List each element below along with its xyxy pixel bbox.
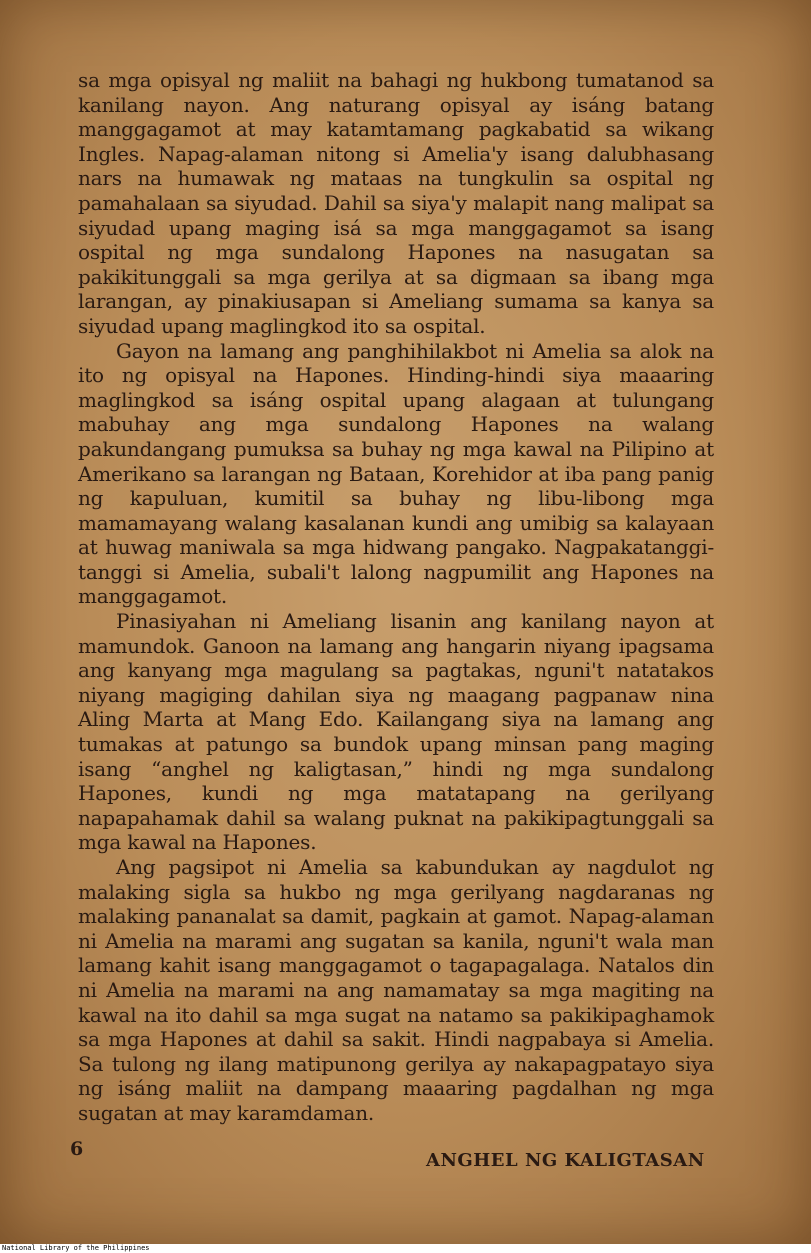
running-title: ANGHEL NG KALIGTASAN bbox=[426, 1150, 705, 1171]
paragraph-2: Gayon na lamang ang panghihilakbot ni Amelia sa alok na ito ng opisyal na Hapones. Hinding-hindi siya maaaring maglingkod sa isáng ospital upang alagaan at tulungang mabuhay ang mga sundalong Hapones na walang pakundangang pumuksa sa buhay ng mga kawal na Pilipino at Amerikano sa larangan ng Bataan, Korehidor at iba pang panig ng kapuluan, kumitil sa buhay ng libu-libong mga mamamayang walang kasalanan kundi ang umibig sa kalayaan at huwag maniwala sa mga hidwang pangako. Nagpakatanggi-tanggi si Amelia, subali't lalong nagpumilit ang Hapones na manggagamot. bbox=[78, 338, 714, 609]
library-caption: National Library of the Philippines bbox=[2, 1244, 150, 1252]
page-number: 6 bbox=[70, 1138, 84, 1160]
paragraph-4: Ang pagsipot ni Amelia sa kabundukan ay nagdulot ng malaking sigla sa hukbo ng mga gerilyang nagdaranas ng malaking pananalat sa damit, pagkain at gamot. Napag-alaman ni Amelia na marami ang sugatan sa kanila, nguni't wala man lamang kahit isang manggagamot o tagapagalaga. Natalos din ni Amelia na marami na ang namamatay sa mga magiting na kawal na ito dahil sa mga sugat na natamo sa pakikipaghamok sa mga Hapones at dahil sa sakit. Hindi nagpabaya si Amelia. Sa tulong ng ilang matipunong gerilya ay nakapagpatayo siya ng isáng maliit na dampang maaaring pagdalhan ng mga sugatan at may karamdaman. bbox=[78, 855, 714, 1125]
paragraph-1: sa mga opisyal ng maliit na bahagi ng hukbong tumatanod sa kanilang nayon. Ang naturang opisyal ay isáng batang manggagamot at may katamtamang pagkabatid sa wikang Ingles. Napag-alaman nitong si Amelia'y isang dalubhasang nars na humawak ng mataas na tungkulin sa ospital ng pamahalaan sa siyudad. Dahil sa siya'y malapit nang malipat sa siyudad upang maging isá sa mga manggagamot sa isang ospital ng mga sundalong Hapones na nasugatan sa pakikitunggali sa mga gerilya at sa digmaan sa ibang mga larangan, ay pinakiusapan si Ameliang sumama sa kanya sa siyudad upang maglingkod ito sa ospital. bbox=[78, 68, 714, 338]
paragraph-3: Pinasiyahan ni Ameliang lisanin ang kanilang nayon at mamundok. Ganoon na lamang ang hangarin niyang ipagsama ang kanyang mga magulang sa pagtakas, nguni't natatakos niyang magiging dahilan siya ng maagang pagpanaw nina Aling Marta at Mang Edo. Kailangang siya na lamang ang tumakas at patungo sa bundok upang minsan pang maging isang “anghel ng kaligtasan,” hindi ng mga sundalong Hapones, kundi ng mga matatapang na gerilyang napapahamak dahil sa walang puknat na pakikipagtunggali sa mga kawal na Hapones. bbox=[78, 609, 714, 855]
body-text bbox=[78, 68, 714, 1126]
